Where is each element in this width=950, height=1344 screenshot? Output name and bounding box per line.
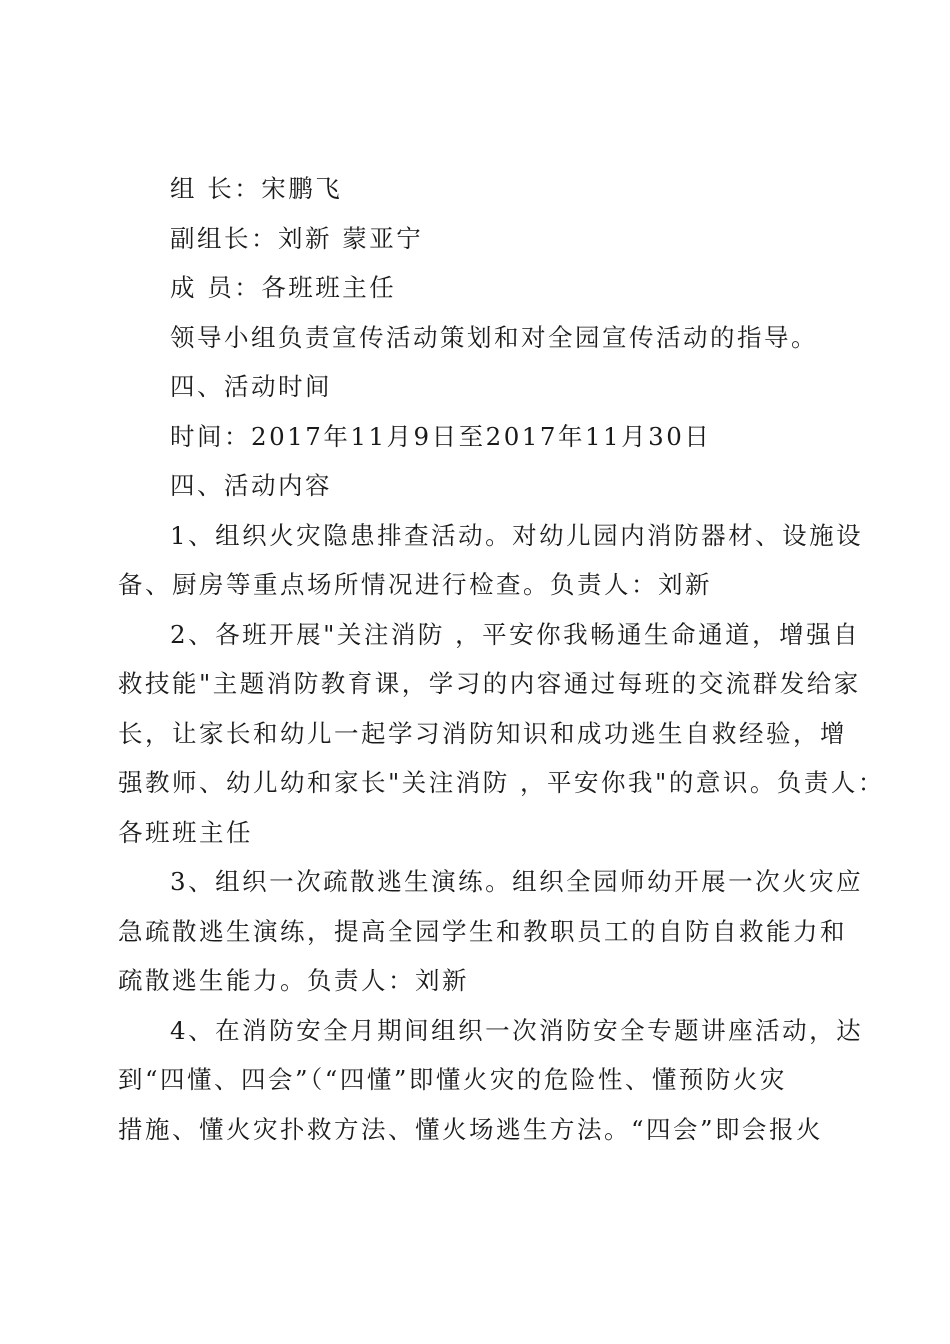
- vice-leader-line: 副组长：刘新 蒙亚宁: [170, 223, 424, 253]
- content-item-3: [118, 857, 864, 1006]
- members-line: 成 员：各班班主任: [170, 273, 397, 302]
- paragraph-line: 备、厨房等重点场所情况进行检查。负责人：刘新: [118, 570, 712, 599]
- paragraph-line: 各班班主任: [118, 817, 253, 847]
- leader-line: 组 长：宋鹏飞: [170, 174, 343, 203]
- paragraph-line: 急疏散逃生演练，提高全园学生和教职员工的自防自救能力和: [118, 916, 847, 946]
- content-item-2: [118, 610, 885, 858]
- section-heading-content: 四、活动内容: [170, 471, 332, 500]
- duty-line: 领导小组负责宣传活动策划和对全园宣传活动的指导。: [170, 322, 818, 352]
- section-heading-time: 四、活动时间: [170, 372, 332, 401]
- document-body: [118, 164, 885, 1154]
- activity-time-line: 时间：2017年11月9日至2017年11月30日: [170, 421, 712, 451]
- paragraph-line: 3、组织一次疏散逃生演练。组织全园师幼开展一次火灾应: [170, 867, 864, 896]
- paragraph-line: 2、各班开展"关注消防 ，平安你我畅通生命通道，增强自: [170, 619, 861, 649]
- content-item-4: [118, 1006, 864, 1155]
- paragraph-line: 强教师、幼儿幼和家长"关注消防 ，平安你我"的意识。负责人：: [118, 768, 885, 797]
- paragraph-line: 4、在消防安全月期间组织一次消防安全专题讲座活动，达: [170, 1015, 864, 1045]
- paragraph-line: 到“四懂、四会”（“四懂”即懂火灾的危险性、懂预防火灾: [118, 1065, 787, 1094]
- content-item-1: [118, 511, 864, 610]
- paragraph-line: 疏散逃生能力。负责人：刘新: [118, 966, 469, 995]
- paragraph-line: 措施、懂火灾扑救方法、懂火场逃生方法。“四会”即会报火: [118, 1114, 824, 1144]
- paragraph-line: 1、组织火灾隐患排查活动。对幼儿园内消防器材、设施设: [170, 520, 864, 550]
- paragraph-line: 救技能"主题消防教育课，学习的内容通过每班的交流群发给家: [118, 669, 861, 698]
- paragraph-line: 长，让家长和幼儿一起学习消防知识和成功逃生自救经验，增: [118, 718, 847, 748]
